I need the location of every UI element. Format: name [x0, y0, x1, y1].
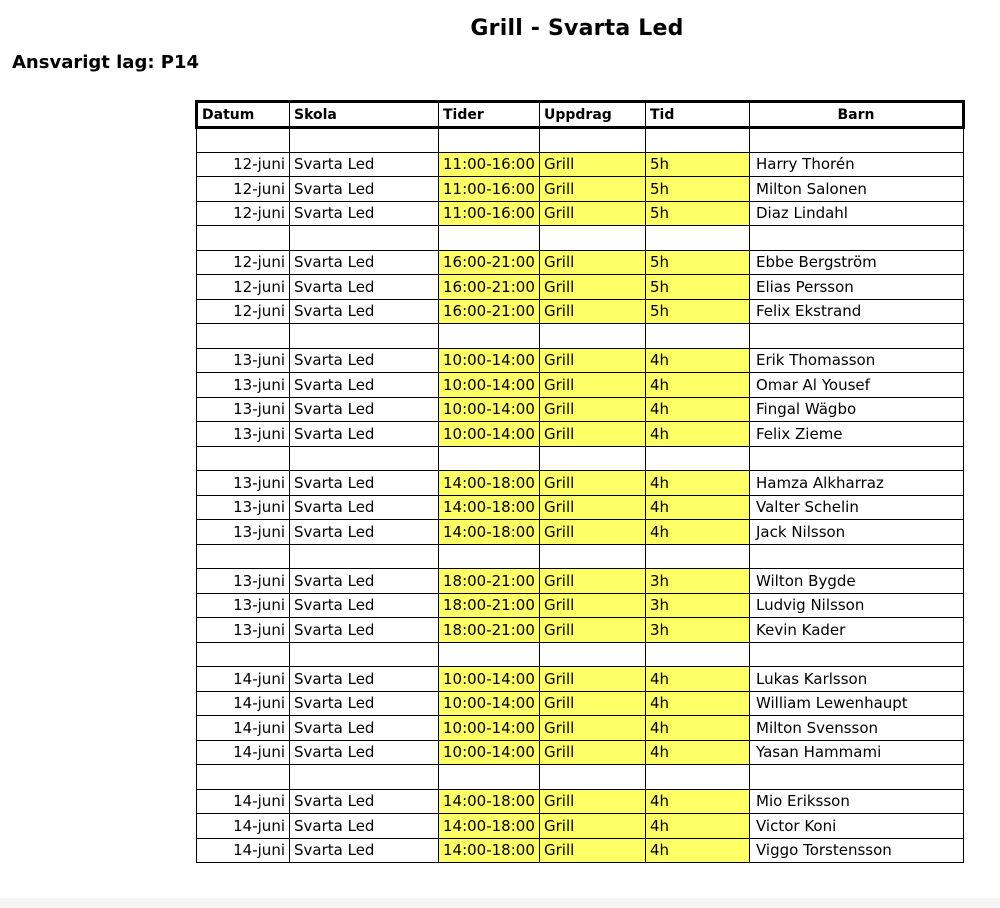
skola-cell: Svarta Led [290, 495, 439, 520]
skola-cell: Svarta Led [290, 177, 439, 202]
empty-cell [439, 642, 540, 667]
table-row [197, 838, 964, 863]
schedule-body [197, 128, 964, 863]
tider-cell: 16:00-21:00 [439, 250, 540, 275]
barn-cell: Felix Ekstrand [750, 299, 964, 324]
tid-cell: 4h [646, 667, 750, 692]
tid-cell: 4h [646, 471, 750, 496]
empty-cell [750, 128, 964, 153]
tid-cell: 5h [646, 250, 750, 275]
barn-cell: Erik Thomasson [750, 348, 964, 373]
uppdrag-cell: Grill [540, 691, 646, 716]
spacer-row [197, 226, 964, 251]
barn-cell: Jack Nilsson [750, 520, 964, 545]
empty-cell [750, 642, 964, 667]
uppdrag-cell: Grill [540, 618, 646, 643]
datum-cell: 14-juni [197, 740, 290, 765]
tid-cell: 4h [646, 814, 750, 839]
datum-cell: 13-juni [197, 373, 290, 398]
table-row [197, 177, 964, 202]
empty-cell [439, 226, 540, 251]
table-row [197, 495, 964, 520]
empty-cell [197, 324, 290, 349]
datum-cell: 14-juni [197, 691, 290, 716]
empty-cell [750, 446, 964, 471]
skola-cell: Svarta Led [290, 201, 439, 226]
tider-cell: 18:00-21:00 [439, 618, 540, 643]
spacer-row [197, 765, 964, 790]
table-row [197, 152, 964, 177]
uppdrag-cell: Grill [540, 740, 646, 765]
tid-cell: 5h [646, 275, 750, 300]
barn-cell: Diaz Lindahl [750, 201, 964, 226]
empty-cell [197, 226, 290, 251]
page-bottom-strip [0, 898, 1000, 908]
barn-cell: Hamza Alkharraz [750, 471, 964, 496]
datum-cell: 12-juni [197, 177, 290, 202]
empty-cell [646, 544, 750, 569]
empty-cell [646, 226, 750, 251]
table-row [197, 471, 964, 496]
table-row [197, 275, 964, 300]
tider-cell: 18:00-21:00 [439, 593, 540, 618]
tid-cell: 4h [646, 716, 750, 741]
table-row [197, 250, 964, 275]
table-row [197, 520, 964, 545]
uppdrag-cell: Grill [540, 569, 646, 594]
uppdrag-cell: Grill [540, 471, 646, 496]
tid-cell: 4h [646, 789, 750, 814]
tider-cell: 14:00-18:00 [439, 520, 540, 545]
empty-cell [540, 642, 646, 667]
spacer-row [197, 324, 964, 349]
datum-cell: 14-juni [197, 716, 290, 741]
tid-cell: 4h [646, 740, 750, 765]
datum-cell: 13-juni [197, 348, 290, 373]
uppdrag-cell: Grill [540, 422, 646, 447]
table-row [197, 373, 964, 398]
tider-cell: 11:00-16:00 [439, 201, 540, 226]
skola-cell: Svarta Led [290, 740, 439, 765]
barn-cell: Milton Salonen [750, 177, 964, 202]
empty-cell [646, 446, 750, 471]
uppdrag-cell: Grill [540, 201, 646, 226]
empty-cell [197, 446, 290, 471]
empty-cell [290, 765, 439, 790]
table-row [197, 569, 964, 594]
empty-cell [646, 128, 750, 153]
skola-cell: Svarta Led [290, 348, 439, 373]
empty-cell [290, 226, 439, 251]
table-row [197, 348, 964, 373]
barn-cell: Victor Koni [750, 814, 964, 839]
uppdrag-cell: Grill [540, 520, 646, 545]
tider-cell: 10:00-14:00 [439, 373, 540, 398]
uppdrag-cell: Grill [540, 838, 646, 863]
skola-cell: Svarta Led [290, 569, 439, 594]
spacer-row [197, 128, 964, 153]
column-header-tid: Tid [646, 102, 750, 128]
table-row [197, 593, 964, 618]
datum-cell: 14-juni [197, 838, 290, 863]
datum-cell: 13-juni [197, 495, 290, 520]
empty-cell [197, 544, 290, 569]
empty-cell [540, 765, 646, 790]
column-header-skola: Skola [290, 102, 439, 128]
tider-cell: 10:00-14:00 [439, 422, 540, 447]
spacer-row [197, 642, 964, 667]
skola-cell: Svarta Led [290, 250, 439, 275]
skola-cell: Svarta Led [290, 471, 439, 496]
spacer-row [197, 544, 964, 569]
skola-cell: Svarta Led [290, 667, 439, 692]
datum-cell: 13-juni [197, 422, 290, 447]
datum-cell: 13-juni [197, 397, 290, 422]
barn-cell: Fingal Wägbo [750, 397, 964, 422]
datum-cell: 13-juni [197, 520, 290, 545]
tider-cell: 18:00-21:00 [439, 569, 540, 594]
barn-cell: Wilton Bygde [750, 569, 964, 594]
barn-cell: Kevin Kader [750, 618, 964, 643]
empty-cell [290, 324, 439, 349]
header-row [197, 102, 964, 128]
skola-cell: Svarta Led [290, 838, 439, 863]
tider-cell: 10:00-14:00 [439, 691, 540, 716]
empty-cell [540, 544, 646, 569]
datum-cell: 12-juni [197, 201, 290, 226]
column-header-tider: Tider [439, 102, 540, 128]
empty-cell [290, 128, 439, 153]
tider-cell: 14:00-18:00 [439, 789, 540, 814]
datum-cell: 14-juni [197, 789, 290, 814]
tider-cell: 10:00-14:00 [439, 740, 540, 765]
empty-cell [646, 642, 750, 667]
barn-cell: Omar Al Yousef [750, 373, 964, 398]
uppdrag-cell: Grill [540, 667, 646, 692]
datum-cell: 13-juni [197, 471, 290, 496]
empty-cell [197, 128, 290, 153]
table-row [197, 716, 964, 741]
tid-cell: 4h [646, 397, 750, 422]
barn-cell: Milton Svensson [750, 716, 964, 741]
empty-cell [290, 544, 439, 569]
datum-cell: 12-juni [197, 152, 290, 177]
tid-cell: 4h [646, 691, 750, 716]
tid-cell: 4h [646, 520, 750, 545]
tider-cell: 10:00-14:00 [439, 397, 540, 422]
tid-cell: 3h [646, 569, 750, 594]
empty-cell [750, 544, 964, 569]
barn-cell: Lukas Karlsson [750, 667, 964, 692]
tid-cell: 4h [646, 373, 750, 398]
skola-cell: Svarta Led [290, 275, 439, 300]
skola-cell: Svarta Led [290, 691, 439, 716]
column-header-uppdrag: Uppdrag [540, 102, 646, 128]
skola-cell: Svarta Led [290, 789, 439, 814]
empty-cell [439, 324, 540, 349]
datum-cell: 12-juni [197, 275, 290, 300]
empty-cell [439, 765, 540, 790]
uppdrag-cell: Grill [540, 593, 646, 618]
spacer-row [197, 446, 964, 471]
tid-cell: 5h [646, 152, 750, 177]
table-row [197, 299, 964, 324]
barn-cell: Ludvig Nilsson [750, 593, 964, 618]
table-row [197, 201, 964, 226]
barn-cell: William Lewenhaupt [750, 691, 964, 716]
table-row [197, 618, 964, 643]
empty-cell [646, 765, 750, 790]
tid-cell: 3h [646, 618, 750, 643]
table-row [197, 789, 964, 814]
uppdrag-cell: Grill [540, 275, 646, 300]
column-header-datum: Datum [197, 102, 290, 128]
uppdrag-cell: Grill [540, 152, 646, 177]
empty-cell [439, 446, 540, 471]
tider-cell: 11:00-16:00 [439, 152, 540, 177]
skola-cell: Svarta Led [290, 152, 439, 177]
skola-cell: Svarta Led [290, 299, 439, 324]
tider-cell: 10:00-14:00 [439, 716, 540, 741]
uppdrag-cell: Grill [540, 299, 646, 324]
skola-cell: Svarta Led [290, 520, 439, 545]
uppdrag-cell: Grill [540, 495, 646, 520]
datum-cell: 14-juni [197, 667, 290, 692]
barn-cell: Yasan Hammami [750, 740, 964, 765]
barn-cell: Viggo Torstensson [750, 838, 964, 863]
datum-cell: 14-juni [197, 814, 290, 839]
tider-cell: 10:00-14:00 [439, 348, 540, 373]
empty-cell [540, 324, 646, 349]
empty-cell [197, 765, 290, 790]
skola-cell: Svarta Led [290, 716, 439, 741]
datum-cell: 13-juni [197, 569, 290, 594]
tid-cell: 5h [646, 177, 750, 202]
tider-cell: 11:00-16:00 [439, 177, 540, 202]
empty-cell [750, 226, 964, 251]
tider-cell: 10:00-14:00 [439, 667, 540, 692]
skola-cell: Svarta Led [290, 397, 439, 422]
tider-cell: 16:00-21:00 [439, 275, 540, 300]
table-row [197, 814, 964, 839]
empty-cell [290, 642, 439, 667]
uppdrag-cell: Grill [540, 397, 646, 422]
uppdrag-cell: Grill [540, 348, 646, 373]
empty-cell [540, 446, 646, 471]
empty-cell [750, 765, 964, 790]
tider-cell: 14:00-18:00 [439, 814, 540, 839]
skola-cell: Svarta Led [290, 593, 439, 618]
column-header-barn: Barn [750, 102, 964, 128]
uppdrag-cell: Grill [540, 373, 646, 398]
barn-cell: Ebbe Bergström [750, 250, 964, 275]
table-row [197, 397, 964, 422]
schedule-table [195, 100, 965, 863]
tid-cell: 4h [646, 348, 750, 373]
barn-cell: Harry Thorén [750, 152, 964, 177]
table-row [197, 691, 964, 716]
datum-cell: 12-juni [197, 250, 290, 275]
tid-cell: 4h [646, 838, 750, 863]
empty-cell [290, 446, 439, 471]
table-row [197, 740, 964, 765]
table-row [197, 667, 964, 692]
uppdrag-cell: Grill [540, 177, 646, 202]
barn-cell: Elias Persson [750, 275, 964, 300]
tider-cell: 14:00-18:00 [439, 838, 540, 863]
tid-cell: 5h [646, 201, 750, 226]
tid-cell: 4h [646, 422, 750, 447]
uppdrag-cell: Grill [540, 716, 646, 741]
uppdrag-cell: Grill [540, 814, 646, 839]
tider-cell: 14:00-18:00 [439, 495, 540, 520]
datum-cell: 13-juni [197, 618, 290, 643]
datum-cell: 13-juni [197, 593, 290, 618]
tid-cell: 3h [646, 593, 750, 618]
page-title: Grill - Svarta Led [470, 16, 684, 41]
skola-cell: Svarta Led [290, 422, 439, 447]
empty-cell [197, 642, 290, 667]
empty-cell [540, 128, 646, 153]
table-row [197, 422, 964, 447]
barn-cell: Felix Zieme [750, 422, 964, 447]
skola-cell: Svarta Led [290, 373, 439, 398]
team-label: Ansvarigt lag: P14 [12, 52, 200, 73]
empty-cell [439, 544, 540, 569]
skola-cell: Svarta Led [290, 618, 439, 643]
empty-cell [646, 324, 750, 349]
barn-cell: Valter Schelin [750, 495, 964, 520]
uppdrag-cell: Grill [540, 789, 646, 814]
datum-cell: 12-juni [197, 299, 290, 324]
barn-cell: Mio Eriksson [750, 789, 964, 814]
tider-cell: 16:00-21:00 [439, 299, 540, 324]
empty-cell [439, 128, 540, 153]
tid-cell: 4h [646, 495, 750, 520]
empty-cell [750, 324, 964, 349]
tider-cell: 14:00-18:00 [439, 471, 540, 496]
skola-cell: Svarta Led [290, 814, 439, 839]
empty-cell [540, 226, 646, 251]
uppdrag-cell: Grill [540, 250, 646, 275]
tid-cell: 5h [646, 299, 750, 324]
